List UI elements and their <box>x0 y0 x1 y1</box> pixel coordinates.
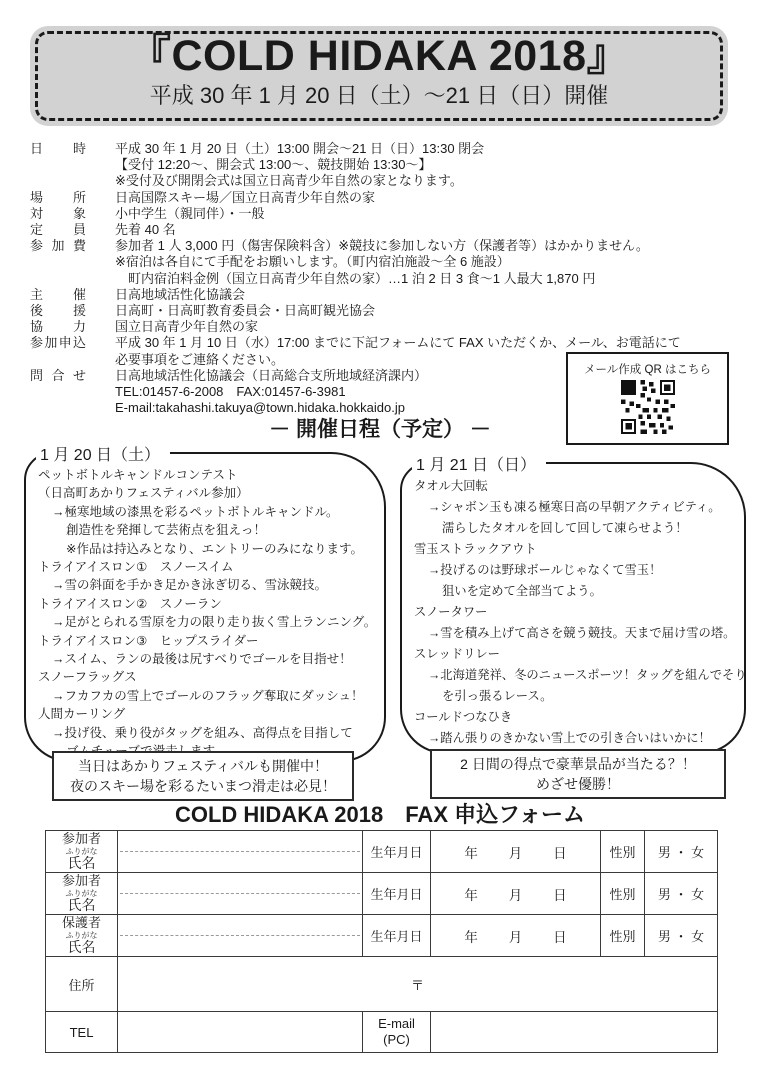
info-content <box>115 238 649 287</box>
info-line: 日高国際スキー場／国立日高青少年自然の家 <box>115 189 376 205</box>
event-line: トライアイスロン① スノースイム <box>38 560 234 575</box>
role-label: 保護者 <box>61 915 101 930</box>
info-line: 日高地域活性化協議会 <box>115 286 246 302</box>
contact-phone-fax: TEL:01457-6-2008 FAX:01457-6-3981 <box>115 384 346 400</box>
sex-options-cell: 男 ・ 女 <box>645 873 718 915</box>
info-label: 定 員 <box>30 222 86 238</box>
info-line: 【受付 12:20～、開会式 13:00～、競技開始 13:30～】 <box>115 157 432 173</box>
event-line: →スイム、ランの最後は尻すべりでゴールを目指せ！ <box>52 652 352 667</box>
info-line: ※受付及び開閉会式は国立日高青少年自然の家となります。 <box>115 173 463 189</box>
event-line: →極寒地域の漆黒を彩るペットボトルキャンドル。 <box>52 504 339 519</box>
event-line: 雪玉ストラックアウト <box>414 542 537 556</box>
highlight-line: 当日はあかりフェスティバルも開催中！ <box>78 758 328 774</box>
highlight-line: 2 日間の得点で豪華景品が当たる？！ <box>460 756 696 772</box>
name-label: 氏名 <box>67 855 96 871</box>
info-label: 問 合 せ <box>30 367 86 383</box>
highlight-line: めざせ優勝！ <box>536 776 620 792</box>
event-line: →踏ん張りのきかない雪上での引き合いはいかに！ <box>428 731 711 745</box>
furigana-label: ふりがな <box>65 889 98 898</box>
sex-options-cell: 男 ・ 女 <box>645 831 718 873</box>
birthdate-label-cell: 生年月日 <box>363 873 431 915</box>
unit-year: 年 <box>464 887 478 903</box>
role-label-cell <box>46 915 118 957</box>
event-line: 濡らしたタオルを回して回して凍らせよう！ <box>442 521 688 535</box>
info-content <box>115 368 427 417</box>
day2-highlight-box <box>430 749 726 799</box>
event-line: →北海道発祥、冬のニュースポーツ！タッグを組んでそり <box>428 668 747 682</box>
info-content <box>115 141 484 190</box>
event-line: →フカフカの雪上でゴールのフラッグ奪取にダッシュ！ <box>52 688 364 703</box>
info-label: 参 加 費 <box>30 238 86 254</box>
role-label-cell <box>46 831 118 873</box>
info-row-datetime <box>30 141 740 190</box>
event-line: →雪の斜面を手かき足かき泳ぎ切る、雪泳競技。 <box>52 578 328 593</box>
email-label: E-mail <box>378 1016 415 1031</box>
day1-highlight-box <box>52 751 354 801</box>
info-label: 参加申込 <box>30 335 86 351</box>
event-line: を引っ張るレース。 <box>442 689 553 703</box>
postal-mark: 〒 <box>410 977 424 993</box>
info-label: 日 時 <box>30 141 86 156</box>
info-row-organizer <box>30 287 740 303</box>
tel-label-cell: TEL <box>46 1012 118 1053</box>
address-label-cell: 住所 <box>46 957 118 1012</box>
event-line: →投げるのは野球ボールじゃなくて雪玉！ <box>428 563 662 577</box>
event-line: スノータワー <box>414 605 488 619</box>
info-row-capacity <box>30 222 740 238</box>
schedule-heading: － 開催日程（予定） － <box>269 418 491 441</box>
unit-month: 月 <box>508 929 523 945</box>
birthdate-field-cell <box>431 831 601 873</box>
event-line: コールドつなひき <box>414 710 513 724</box>
email-sublabel: (PC) <box>383 1032 410 1047</box>
email-label-cell <box>363 1012 431 1053</box>
event-title: 『COLD HIDAKA 2018』 <box>128 32 630 80</box>
qr-code <box>621 380 675 434</box>
info-row-fee <box>30 238 740 287</box>
day2-date: 1 月 21 日（日） <box>412 452 546 475</box>
event-line: トライアイスロン③ ヒップスライダー <box>38 633 259 648</box>
event-line: 創造性を発揮して芸術点を狙えっ！ <box>66 523 267 538</box>
name-label: 氏名 <box>67 939 96 955</box>
info-line: 小中学生（親同伴）・一般 <box>115 205 265 221</box>
info-row-place <box>30 190 740 206</box>
role-label: 参加者 <box>61 831 101 846</box>
event-dates: 平成 30 年 1 月 20 日（土）～21 日（日）開催 <box>149 83 609 108</box>
birthdate-field-cell <box>431 915 601 957</box>
tel-field-cell <box>118 1012 363 1053</box>
event-line: →投げ役、乗り役がタッグを組み、高得点を目指して <box>52 725 353 740</box>
info-content <box>115 190 375 206</box>
info-label: 対 象 <box>30 205 86 221</box>
address-field-cell <box>118 957 718 1012</box>
unit-month: 月 <box>508 887 523 903</box>
info-line: 町内宿泊料金例（国立日高青少年自然の家）…1 泊 2 日 3 食～1 人最大 1,870 円 <box>115 270 596 286</box>
role-label: 参加者 <box>61 873 101 888</box>
header-banner <box>30 26 728 126</box>
info-line: 必要事項をご連絡ください。 <box>115 351 285 367</box>
event-line: →雪を積み上げて高さを競う競技。天まで届け雪の塔。 <box>428 626 736 640</box>
event-line: スレッドリレー <box>414 647 500 661</box>
contact-email: E-mail:takahashi.takuya@town.hidaka.hokkaido.jp <box>115 400 405 416</box>
name-field-cell <box>118 831 363 873</box>
info-line: ※宿泊は各自にて手配をお願いします。（町内宿泊施設～全 6 施設） <box>115 254 510 270</box>
sex-label-cell: 性別 <box>601 873 645 915</box>
info-label: 協 力 <box>30 319 86 335</box>
unit-day: 日 <box>553 887 567 903</box>
info-row-cooperation <box>30 319 740 335</box>
event-line: 人間カーリング <box>38 707 126 722</box>
unit-month: 月 <box>508 845 523 861</box>
info-line: 参加者 1 人 3,000 円（傷害保険料含）※競技に参加しない方（保護者等）はかかりません。 <box>115 238 649 254</box>
role-label-cell <box>46 873 118 915</box>
event-line: →シャボン玉も凍る極寒日高の早朝アクティビティ。 <box>428 500 721 514</box>
sex-label-cell: 性別 <box>601 915 645 957</box>
event-line: タオル大回転 <box>414 479 488 493</box>
event-line: ペットボトルキャンドルコンテスト <box>38 468 238 482</box>
furigana-label: ふりがな <box>65 931 98 940</box>
info-line: 日高町・日高町教育委員会・日高町観光協会 <box>115 303 376 319</box>
guardian-row <box>46 915 718 957</box>
info-row-support <box>30 303 740 319</box>
day2-panel <box>400 457 747 754</box>
participant-row-1 <box>46 831 718 873</box>
birthdate-label-cell: 生年月日 <box>363 915 431 957</box>
fax-form-title: COLD HIDAKA 2018 FAX 申込フォーム <box>174 802 586 827</box>
name-label: 氏名 <box>67 897 96 913</box>
event-line: 狙いを定めて全部当てよう。 <box>442 584 602 598</box>
name-field-cell <box>118 873 363 915</box>
info-content <box>115 319 258 335</box>
qr-caption: メール作成 QR はこちら <box>584 364 711 376</box>
birthdate-field-cell <box>431 873 601 915</box>
day1-panel <box>24 447 386 762</box>
day2-events <box>402 464 747 753</box>
day1-events <box>26 454 384 765</box>
unit-day: 日 <box>553 845 567 861</box>
info-line: 先着 40 名 <box>115 222 176 238</box>
event-line: →足がとられる雪原を力の限り走り抜く雪上ランニング。 <box>52 615 377 630</box>
fax-form-table <box>45 830 718 1053</box>
name-field-cell <box>118 915 363 957</box>
unit-year: 年 <box>464 845 478 861</box>
info-label: 主 催 <box>30 286 86 302</box>
info-row-target <box>30 206 740 222</box>
tel-row <box>46 1012 718 1053</box>
unit-day: 日 <box>553 929 567 945</box>
birthdate-label-cell: 生年月日 <box>363 831 431 873</box>
info-content <box>115 303 375 319</box>
address-row <box>46 957 718 1012</box>
email-field-cell <box>431 1012 718 1053</box>
sex-label-cell: 性別 <box>601 831 645 873</box>
info-line: 日高地域活性化協議会（日高総合支所地域経済課内） <box>115 367 428 383</box>
info-content <box>115 206 265 222</box>
event-line: トライアイスロン② スノーラン <box>38 596 222 611</box>
furigana-label: ふりがな <box>65 847 98 856</box>
event-line: スノーフラッグス <box>38 670 137 685</box>
info-label: 後 援 <box>30 303 86 319</box>
qr-box <box>566 352 729 445</box>
day1-date: 1 月 20 日（土） <box>36 442 170 465</box>
event-line: ※作品は持込みとなり、エントリーのみになります。 <box>66 541 363 556</box>
participant-row-2 <box>46 873 718 915</box>
event-line: （日高町あかりフェスティバル参加） <box>38 486 249 501</box>
info-line: 国立日高青少年自然の家 <box>115 319 259 335</box>
info-label: 場 所 <box>30 189 86 205</box>
info-content <box>115 287 245 303</box>
info-line: 平成 30 年 1 月 20 日（土）13:00 開会～21 日（日）13:30 閉会 <box>115 141 485 156</box>
info-content <box>115 222 176 238</box>
info-line: 平成 30 年 1 月 10 日（水）17:00 までに下記フォームにて FAX いただくか、メール、お電話にて <box>115 335 681 351</box>
unit-year: 年 <box>464 929 478 945</box>
highlight-line: 夜のスキー場を彩るたいまつ滑走は必見！ <box>70 778 336 794</box>
sex-options-cell: 男 ・ 女 <box>645 915 718 957</box>
